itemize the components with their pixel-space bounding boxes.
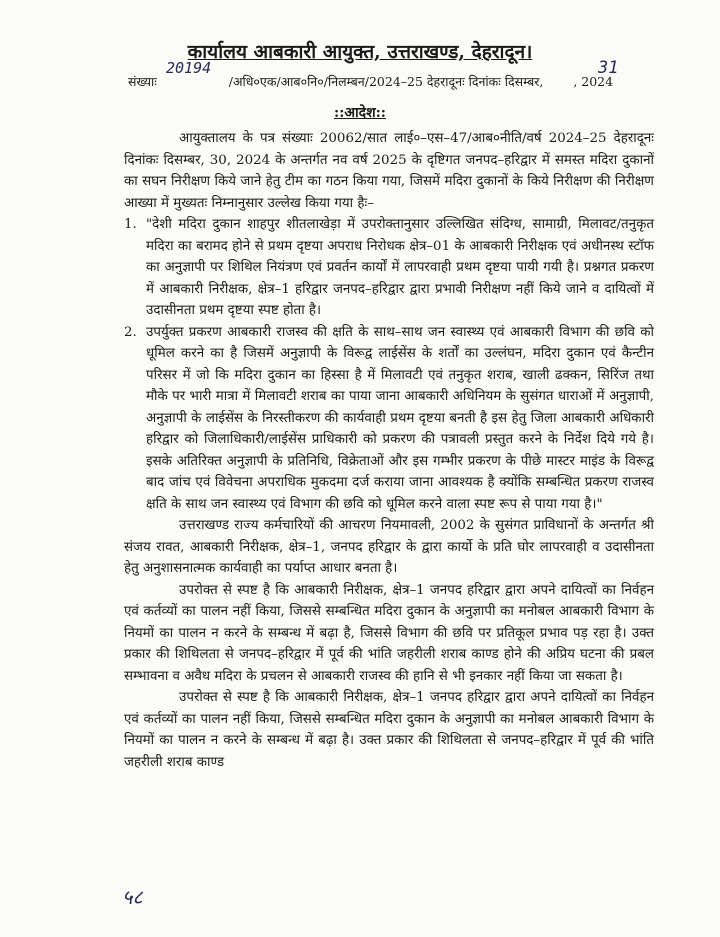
item-text: उपर्युक्त प्रकरण आबकारी राजस्व की क्षति के साथ–साथ जन स्वास्थ्य एवं आबकारी विभाग की छवि को धूमिल करने का है जिसमें अनुज्ञापी के विरूद्व लाईसेंस के शर्तों का उल्लंघन, मदिरा दुकान एवं कैन्टीन परिसर में जो कि मदिरा दुकान का हिस्सा है में मिलावटी एवं तनुकृत शराब, खाली ढक्कन, सिरिंज तथा मौके पर भारी मात्रा में मिलावटी शराब का पाया जाना आबकारी अधिनियम के सुसंगत धाराओं में अनुज्ञापी, अनुज्ञापी के लाईसेंस के निरस्तीकरण की कार्यवाही प्रथम दृष्टया बनती है इस हेतु जिला आबकारी अधिकारी हरिद्वार को जिलाधिकारी/लाईसेंस प्राधिकारी को प्रकरण की पत्रावली प्रस्तुत करने के निर्देश दिये गये है। इसके अतिरिक्त अनुज्ञापी के प्रतिनिधि, विक्रेताओं और इस गम्भीर प्रकरण के पीछे मास्टर माइंड के विरूद्व बाद जांच एवं विवेचना अपराधिक मुकदमा दर्ज कराया जाना आवश्यक है क्योंकि सम्बन्धित प्रकरण राजस्व क्षति के साथ जन स्वास्थ्य एवं विभाग की छवि को धूमिल करने वाला स्पष्ट रूप से पाया गया है।"	[146, 324, 654, 512]
ref-label: संख्याः	[128, 74, 157, 89]
reference-line	[128, 58, 668, 90]
intro-paragraph: आयुक्तालय के पत्र संख्याः 20062/सात लाई०–एस–47/आब०नीति/वर्ष 2024–25 देहरादूनः दिनांकः दिसम्बर, 30, 2024 के अन्तर्गत नव वर्ष 2025 के दृष्टिगत जनपद–हरिद्वार में समस्त मदिरा दुकानों का सघन निरीक्षण किये जाने हेतु टीम का गठन किया गया, जिसमें मदिरा दुकानों के किये निरीक्षण की निरीक्षण आख्या में मुख्यतः निम्नानुसार उल्लेख किया गया हैः–	[124, 131, 654, 211]
handwritten-date: 31	[598, 58, 619, 78]
item-number: 2.	[124, 324, 137, 340]
ref-year: , 2024	[573, 74, 614, 89]
ref-text: /अधि०एक/आब०नि०/निलम्बन/2024–25 देहरादूनः दिनांकः दिसम्बर,	[228, 74, 544, 89]
office-title: कार्यालय आबकारी आयुक्त, उत्तराखण्ड, देहरादून।	[187, 41, 533, 63]
list-item	[124, 214, 654, 322]
list-item	[124, 322, 654, 516]
finding-paragraph-continued: उपरोक्त से स्पष्ट है कि आबकारी निरीक्षक, क्षेत्र–1 जनपद हरिद्वार द्वारा अपने दायित्वों का निर्वहन एवं कर्तव्यों का पालन नहीं किया, जिससे सम्बन्धित मदिरा दुकान के अनुज्ञापी का मनोबल आबकारी विभाग के नियमों का पालन न करने के सम्बन्ध में बढ़ा है। उक्त प्रकार की शिथिलता से जनपद–हरिद्वार में पूर्व की भांति जहरीली शराब काण्ड	[124, 690, 654, 770]
item-text: "देशी मदिरा दुकान शाहपुर शीतलाखेड़ा में उपरोक्तानुसार उल्लिखित संदिग्ध, सामाग्री, मिलावट/तनुकृत मदिरा का बरामद होने से प्रथम दृष्टया अपराध निरोधक क्षेत्र–01 के आबकारी निरीक्षक एवं अधीनस्थ स्टॉफ का अनुज्ञापी पर शिथिल नियंत्रण एवं प्रवर्तन कार्यों में लापरवाही प्रथम दृष्टया पायी गयी है। प्रश्नगत प्रकरण में आबकारी निरीक्षक, क्षेत्र–1 हरिद्वार जनपद–हरिद्वार द्वारा प्रभावी निरीक्षण नहीं किये जाने व दायित्वों में उदासीनता प्रथम दृष्टया स्पष्ट होता है।	[146, 217, 654, 318]
finding-paragraph: उपरोक्त से स्पष्ट है कि आबकारी निरीक्षक, क्षेत्र–1 जनपद हरिद्वार द्वारा अपने दायित्वों का निर्वहन एवं कर्तव्यों का पालन नहीं किया, जिससे सम्बन्धित मदिरा दुकान के अनुज्ञापी का मनोबल आबकारी विभाग के नियमों का पालन न करने के सम्बन्ध में बढ़ा है, जिससे विभाग की छवि पर प्रतिकूल प्रभाव पड़ रहा है। उक्त प्रकार की शिथिलता से जनपद–हरिद्वार में पूर्व की भांति जहरीली शराब काण्ड होने की अप्रिय घटना की प्रबल सम्भावना व अवैध मदिरा के प्रचलन से आबकारी राजस्व की हानि से भी इनकार नहीं किया जा सकता है।	[124, 582, 654, 684]
order-body	[124, 128, 654, 773]
handwritten-ref-number: 20194	[166, 59, 212, 77]
item-number: 1.	[124, 217, 137, 232]
order-heading: ::आदेश::	[334, 105, 386, 121]
handwritten-initials: ५८	[122, 885, 143, 909]
conduct-rules-paragraph: उत्तराखण्ड राज्य कर्मचारियों की आचरण नियमावली, 2002 के सुसंगत प्राविधानों के अन्तर्गत श्री संजय रावत, आबकारी निरीक्षक, क्षेत्र–1, जनपद हरिद्वार के द्वारा कार्यो के प्रति घोर लापरवाही व उदासीनता हेतु अनुशासनात्मक कार्यवाही का पर्याप्त आधार बनता है।	[124, 518, 654, 576]
